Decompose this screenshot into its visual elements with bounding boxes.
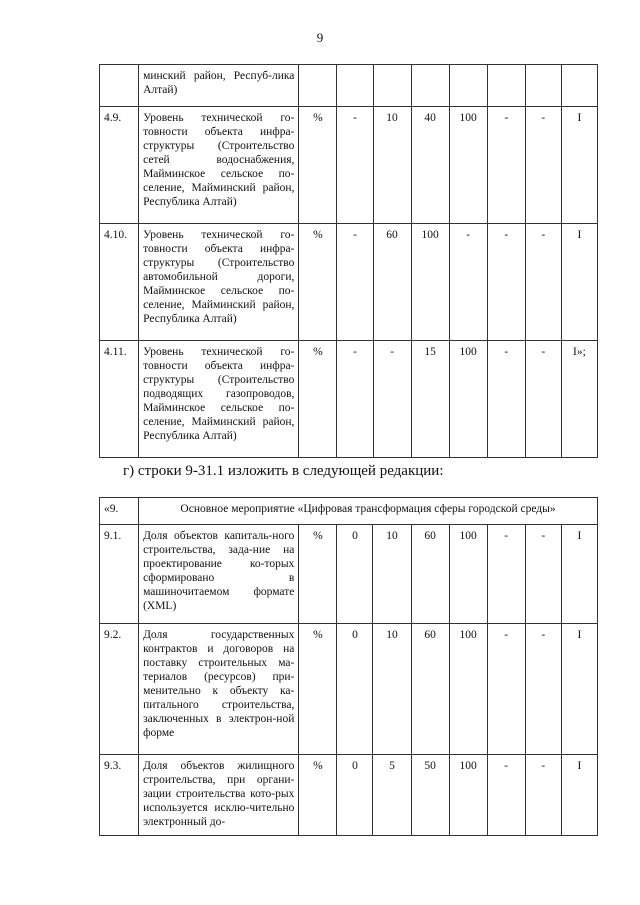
indicator-name: Уровень технической го-товности объекта инфра-структуры (Строительство автомобильной дороги, Майминское сельское по-селение, Майминский район, Республика Алтай) <box>139 224 299 341</box>
value-cell: - <box>487 224 525 341</box>
row-number: 9.2. <box>100 624 139 755</box>
unit-cell: % <box>299 755 337 836</box>
value-cell: 100 <box>411 224 449 341</box>
indicator-name: Уровень технической го-товности объекта инфра-структуры (Строительство сетей водоснабжения, Майминское сельское по-селение, Майминский район, Республика Алтай) <box>139 107 299 224</box>
unit-cell <box>299 65 337 107</box>
value-cell: - <box>525 755 561 836</box>
value-cell: - <box>487 107 525 224</box>
value-cell: I <box>561 624 597 755</box>
unit-cell: % <box>299 224 337 341</box>
table-row <box>100 624 598 755</box>
table-row <box>100 224 598 341</box>
indicator-name: Доля объектов капиталь-ного строительства, зада-ние на проектирование ко-торых сформировано в машиночитаемом формате (XML) <box>139 525 299 624</box>
value-cell: 100 <box>449 624 487 755</box>
table-row <box>100 65 598 107</box>
unit-cell: % <box>299 341 337 458</box>
table-row <box>100 107 598 224</box>
value-cell: 100 <box>449 755 487 836</box>
value-cell: 50 <box>411 755 449 836</box>
value-cell: I <box>561 224 597 341</box>
value-cell: - <box>525 624 561 755</box>
value-cell: - <box>525 107 561 224</box>
indicators-table-continued <box>99 64 598 458</box>
value-cell <box>411 65 449 107</box>
value-cell: 40 <box>411 107 449 224</box>
value-cell: 0 <box>337 755 373 836</box>
value-cell: - <box>525 341 561 458</box>
value-cell: - <box>487 755 525 836</box>
value-cell: - <box>525 525 561 624</box>
value-cell: 5 <box>373 755 411 836</box>
row-number: 9.3. <box>100 755 139 836</box>
value-cell: 10 <box>373 525 411 624</box>
value-cell: 100 <box>449 107 487 224</box>
value-cell: - <box>487 624 525 755</box>
value-cell: 60 <box>411 525 449 624</box>
value-cell: - <box>487 525 525 624</box>
value-cell: 0 <box>337 624 373 755</box>
table-row <box>100 755 598 836</box>
row-number: 9.1. <box>100 525 139 624</box>
value-cell: 60 <box>373 224 411 341</box>
table-row <box>100 341 598 458</box>
value-cell: - <box>487 341 525 458</box>
value-cell: 60 <box>411 624 449 755</box>
value-cell <box>487 65 525 107</box>
unit-cell: % <box>299 624 337 755</box>
page-number: 9 <box>316 30 324 45</box>
value-cell <box>337 65 373 107</box>
value-cell: - <box>337 224 373 341</box>
instruction-text: г) строки 9-31.1 изложить в следующей редакции: <box>123 463 444 479</box>
unit-cell: % <box>299 107 337 224</box>
indicator-name: Доля государственных контрактов и договоров на поставку строительных ма-териалов (ресурсов) при-менительно к объекту ка-питального строительства, заключенных в электрон-ной форме <box>139 624 299 755</box>
row-number: 4.10. <box>100 224 139 341</box>
indicators-table-section-9 <box>99 497 598 836</box>
section-header-row <box>100 498 598 525</box>
unit-cell: % <box>299 525 337 624</box>
row-number: 4.11. <box>100 341 139 458</box>
row-number: 4.9. <box>100 107 139 224</box>
value-cell: 10 <box>373 624 411 755</box>
table-row <box>100 525 598 624</box>
indicator-name: минский район, Респуб-лика Алтай) <box>139 65 299 107</box>
value-cell <box>525 65 561 107</box>
indicator-name: Доля объектов жилищного строительства, при органи-зации строительства кото-рых используется исклю-чительно электронный до- <box>139 755 299 836</box>
value-cell: 10 <box>373 107 411 224</box>
section-title: Основное мероприятие «Цифровая трансформация сферы городской среды» <box>139 498 598 525</box>
value-cell: 15 <box>411 341 449 458</box>
value-cell: - <box>337 341 373 458</box>
value-cell: - <box>373 341 411 458</box>
value-cell: - <box>337 107 373 224</box>
value-cell <box>561 65 597 107</box>
value-cell: 0 <box>337 525 373 624</box>
row-number <box>100 65 139 107</box>
value-cell: I»; <box>561 341 597 458</box>
value-cell: - <box>525 224 561 341</box>
value-cell: I <box>561 755 597 836</box>
indicator-name: Уровень технической го-товности объекта инфра-структуры (Строительство подводящих газопроводов, Майминское сельское по-селение, Майминский район, Республика Алтай) <box>139 341 299 458</box>
value-cell: I <box>561 107 597 224</box>
value-cell: 100 <box>449 341 487 458</box>
value-cell: - <box>449 224 487 341</box>
value-cell <box>373 65 411 107</box>
value-cell: 100 <box>449 525 487 624</box>
section-number: «9. <box>100 498 139 525</box>
value-cell: I <box>561 525 597 624</box>
value-cell <box>449 65 487 107</box>
